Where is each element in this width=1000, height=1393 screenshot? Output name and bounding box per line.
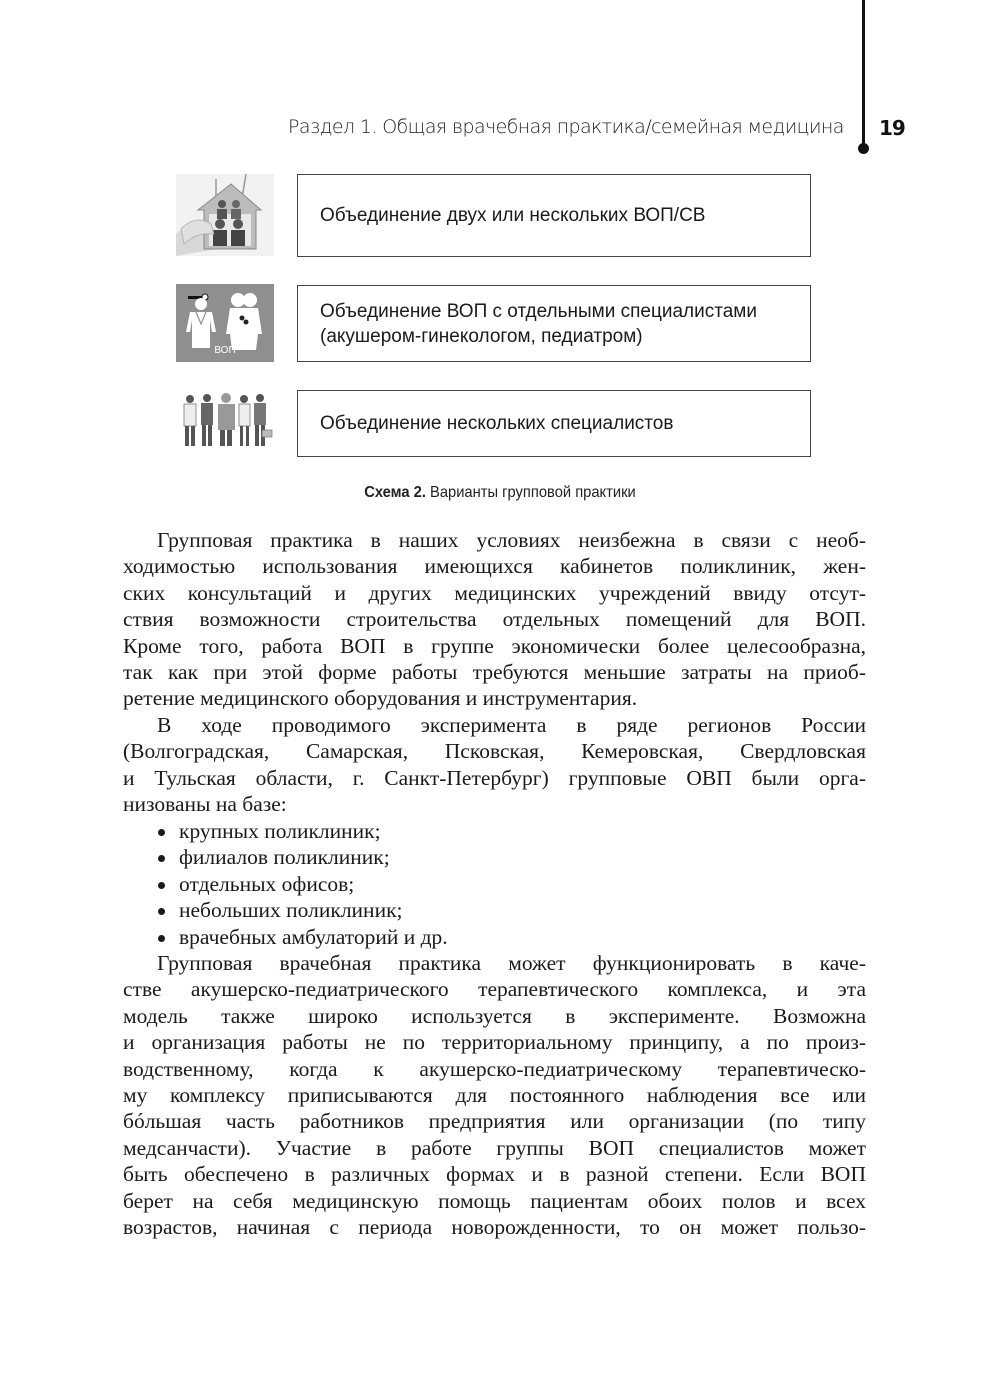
house-family-icon (176, 174, 274, 256)
scheme-box-3 (297, 390, 811, 457)
text-line: (Волгоградская, Самарская, Псковская, Кемеровская, Свердловская (123, 739, 866, 764)
text-line: Групповая врачебная практика может функционировать в каче- (157, 951, 866, 975)
bullet-icon (158, 882, 165, 889)
text-line: стве акушерско-педиатрического терапевтического комплекса, и эта (123, 977, 866, 1002)
bullet-icon (158, 935, 165, 942)
body-paragraph-1 (123, 527, 866, 712)
text-line: бóльшая часть работников предприятия или организации (по типу (123, 1109, 866, 1134)
text-line: ских консультаций и других медицинских учреждений ввиду отсут- (123, 580, 866, 605)
body-paragraph-2 (123, 712, 866, 818)
text-line: водственному, когда к акушерско-педиатрическому терапевтическо- (123, 1056, 866, 1081)
text-line: ходимостью использования имеющихся кабинетов поликлиник, жен- (123, 554, 866, 579)
text-line: му комплексу приписываются для постоянного наблюдения все или (123, 1083, 866, 1108)
list-item: филиалов поликлиник; (123, 844, 866, 870)
text-line: и организация работы не по территориальному принципу, а по произ- (123, 1030, 866, 1055)
text-line: низованы на базе: (123, 792, 287, 817)
vop-icon-label: ВОП (214, 345, 236, 356)
list-item: небольших поликлиник; (123, 897, 866, 923)
scheme-box-1-text: Объединение двух или нескольких ВОП/СВ (320, 205, 706, 226)
header-vertical-rule (862, 0, 865, 148)
text-line: медсанчасти). Участие в работе группы ВОП специалистов может (123, 1135, 866, 1160)
medical-team-icon (176, 390, 274, 450)
scheme-box-2-line-1: Объединение ВОП с отдельными специалистами (320, 300, 757, 322)
list-item: крупных поликлиник; (123, 818, 866, 844)
scheme-caption (40, 484, 960, 502)
body-paragraph-3 (123, 950, 866, 1240)
bullet-list (123, 818, 866, 950)
page-number: 19 (879, 116, 905, 140)
bullet-icon (158, 829, 165, 836)
text-line: быть обеспечено в различных формах и в разной степени. Если ВОП (123, 1162, 866, 1187)
text-line: возрастов, начиная с периода новорожденности, то он может пользо- (123, 1215, 866, 1240)
running-header-title: Раздел 1. Общая врачебная практика/семейная медицина (288, 116, 844, 138)
text-line: модель также широко используется в эксперименте. Возможна (123, 1003, 866, 1028)
scheme-box-2 (297, 285, 811, 362)
header-rule-dot (858, 143, 869, 154)
doctor-family-icon (176, 284, 274, 362)
text-line: и Тульская области, г. Санкт-Петербург) групповые ОВП были орга- (123, 765, 866, 790)
list-item: отдельных офисов; (123, 871, 866, 897)
text-line: Групповая практика в наших условиях неизбежна в связи с необ- (157, 528, 866, 552)
scheme-box-1 (297, 174, 811, 257)
scheme-box-2-line-2: (акушером-гинекологом, педиатром) (320, 325, 643, 347)
scheme-caption-label: Схема 2. (364, 484, 426, 501)
text-line: так как при этой форме работы требуются меньшие затраты на приоб- (123, 660, 866, 685)
text-line: В ходе проводимого эксперимента в ряде регионов России (157, 713, 866, 737)
scheme-caption-text: Варианты групповой практики (425, 484, 636, 501)
list-item: врачебных амбулаторий и др. (123, 924, 866, 950)
text-line: ретение медицинского оборудования и инструментария. (123, 686, 638, 711)
text-line: ствия возможности строительства отдельных помещений для ВОП. (123, 607, 866, 632)
text-line: Кроме того, работа ВОП в группе экономически более целесообразна, (123, 633, 866, 658)
text-line: берет на себя медицинскую помощь пациентам обоих полов и всех (123, 1188, 866, 1213)
scheme-box-3-text: Объединение нескольких специалистов (320, 413, 674, 434)
